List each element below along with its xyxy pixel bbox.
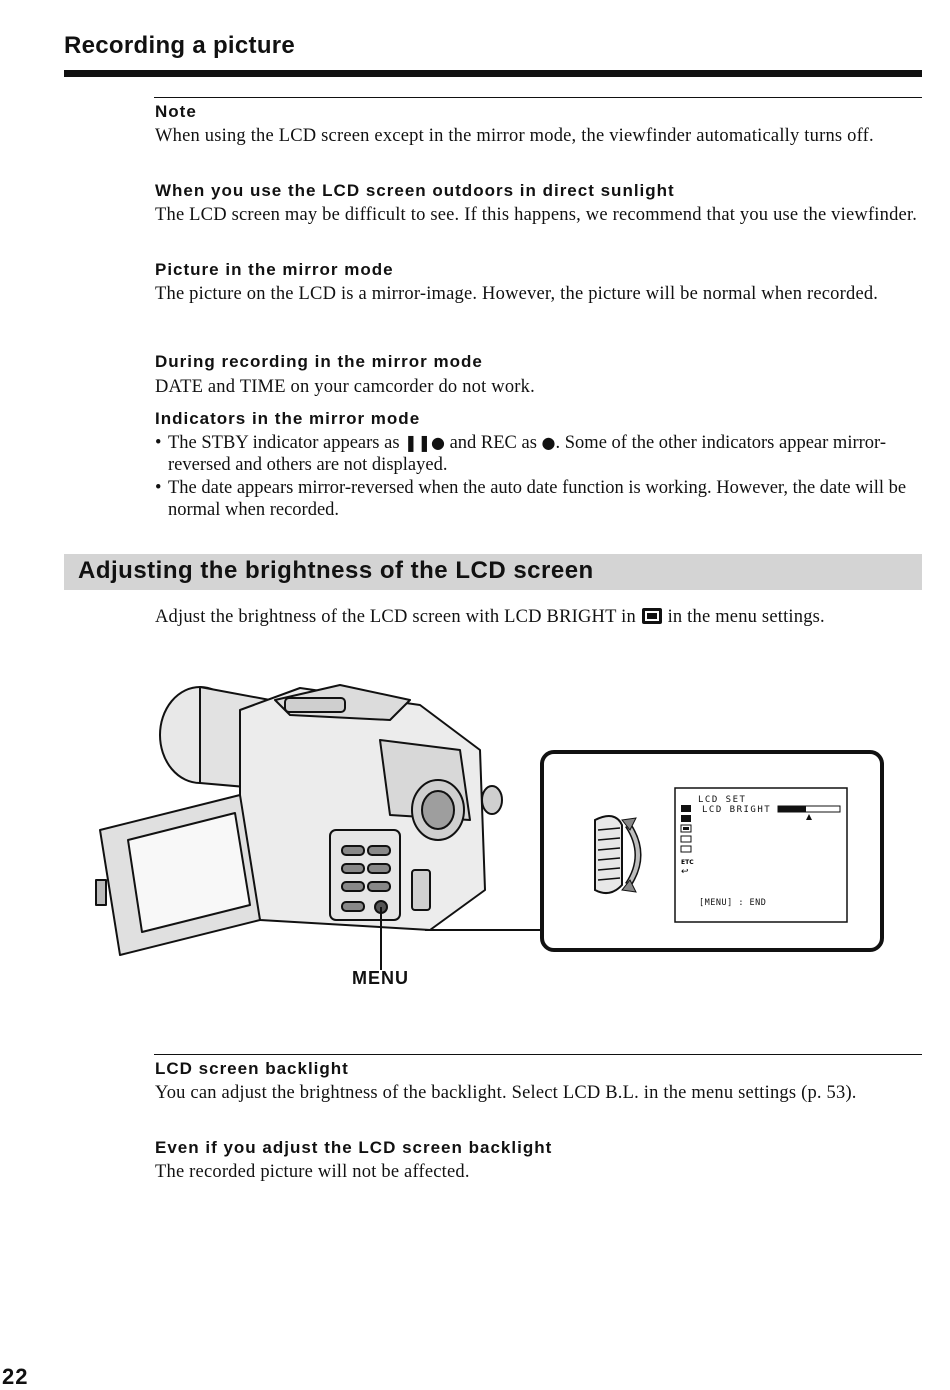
footnotes-top-rule: [154, 1054, 922, 1055]
osd-lcd-bright: LCD BRIGHT: [702, 805, 772, 815]
osd-footer: [MENU] : END: [699, 898, 767, 908]
mirror-recording-text: DATE and TIME on your camcorder do not work.: [155, 377, 535, 397]
menu-label: MENU: [352, 968, 409, 988]
indicators-heading: Indicators in the mirror mode: [155, 409, 421, 428]
note-heading: Note: [155, 102, 197, 121]
camcorder-illustration: [90, 680, 550, 980]
bullet-text: The date appears mirror-reversed when the auto date function is working. However, the date will be normal when recorded.: [168, 478, 907, 520]
stby-mirror-icon: ❚❚●: [404, 433, 445, 452]
section-intro: [155, 606, 925, 628]
intro-text: Adjust the brightness of the LCD screen with LCD BRIGHT in: [155, 607, 636, 627]
rec-dot-icon: ●: [541, 433, 556, 452]
bullet-text: . Some of the other indicators appear mirror-reversed and others are not displayed.: [168, 433, 886, 475]
menu-zoom-panel: [540, 750, 885, 955]
note-text: When using the LCD screen except in the mirror mode, the viewfinder automatically turns off.: [155, 126, 874, 146]
backlight-note-heading: Even if you adjust the LCD screen backlight: [155, 1138, 553, 1157]
backlight-heading: LCD screen backlight: [155, 1059, 349, 1078]
sunlight-text: The LCD screen may be difficult to see. If this happens, we recommend that you use the viewfinder.: [155, 205, 918, 225]
list-item: [155, 477, 925, 521]
intro-text: in the menu settings.: [667, 607, 825, 627]
list-item: [155, 432, 925, 476]
backlight-text: You can adjust the brightness of the backlight. Select LCD B.L. in the menu settings (p. 53).: [155, 1083, 857, 1103]
osd-title: LCD SET: [698, 795, 747, 805]
page-title: Recording a picture: [64, 32, 296, 59]
lcd-menu-icon: [641, 607, 663, 625]
notes-top-rule: [154, 97, 922, 98]
osd-etc-icon: ETC: [681, 859, 694, 866]
backlight-note-text: The recorded picture will not be affected.: [155, 1162, 470, 1182]
sunlight-heading: When you use the LCD screen outdoors in direct sunlight: [155, 181, 675, 200]
bullet-text: The STBY indicator appears as: [168, 433, 400, 453]
mirror-mode-text: The picture on the LCD is a mirror-image. However, the picture will be normal when recorded.: [155, 284, 879, 304]
mirror-mode-heading: Picture in the mirror mode: [155, 260, 394, 279]
section-title: Adjusting the brightness of the LCD screen: [78, 557, 594, 584]
brightness-bar-fill: [778, 806, 806, 812]
bullet-text: and REC as: [449, 433, 537, 453]
title-rule: [64, 70, 922, 77]
bullet-dot: •: [155, 433, 162, 453]
bullet-dot: •: [155, 478, 162, 498]
mirror-recording-heading: During recording in the mirror mode: [155, 352, 483, 371]
page-number: 22: [2, 1364, 29, 1389]
return-icon: ↩: [681, 867, 689, 877]
